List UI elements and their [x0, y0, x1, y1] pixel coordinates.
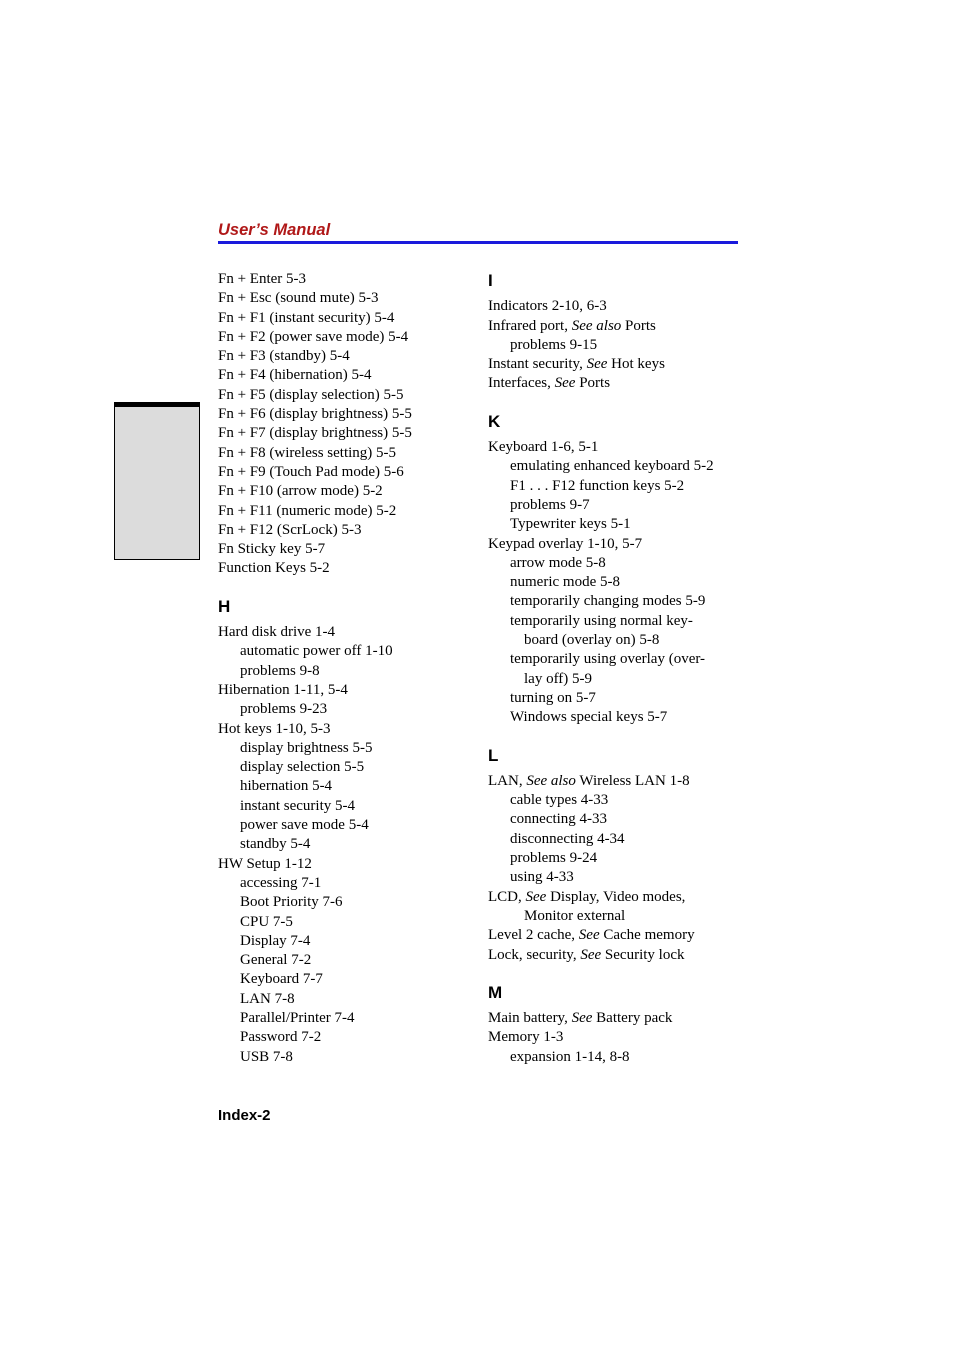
see-reference: See — [571, 1010, 593, 1027]
index-letter-heading: K — [488, 411, 501, 431]
index-entry: Keypad overlay 1-10, 5-7 — [488, 535, 643, 552]
index-subentry: using 4-33 — [510, 869, 574, 886]
index-subentry: turning on 5-7 — [510, 689, 596, 706]
index-entry — [488, 772, 758, 791]
index-subentry: power save mode 5-4 — [240, 817, 369, 834]
index-entry: HW Setup 1-12 — [218, 855, 312, 872]
see-reference: See — [586, 356, 608, 373]
entry-text-part: Interfaces, — [488, 375, 555, 392]
see-reference: See — [525, 888, 547, 905]
index-letter-heading: M — [488, 982, 503, 1002]
index-subentry: General 7-2 — [240, 952, 312, 969]
index-subentry: automatic power off 1-10 — [240, 643, 393, 660]
index-letter-heading: L — [488, 745, 499, 765]
index-subentry: CPU 7-5 — [240, 913, 293, 930]
index-letter-heading: I — [488, 271, 493, 290]
index-entry: Fn + Esc (sound mute) 5-3 — [218, 290, 379, 307]
see-reference: See also — [526, 772, 576, 789]
entry-text-part: Display, Video modes, — [546, 888, 686, 905]
index-letter-heading: H — [218, 596, 231, 616]
see-reference: See — [578, 927, 600, 944]
index-entry: Fn + F6 (display brightness) 5-5 — [218, 406, 412, 423]
index-subentry: problems 9-8 — [240, 662, 320, 679]
index-entry — [488, 926, 758, 945]
index-entry: Fn + F2 (power save mode) 5-4 — [218, 328, 409, 345]
index-entry — [488, 355, 758, 374]
index-entry: Hot keys 1-10, 5-3 — [218, 720, 331, 737]
index-subentry: Boot Priority 7-6 — [240, 894, 343, 911]
index-subentry: problems 9-24 — [510, 850, 598, 867]
index-subentry: display brightness 5-5 — [240, 739, 373, 756]
index-entry: Function Keys 5-2 — [218, 560, 330, 577]
index-subentry: temporarily using normal key- — [510, 612, 693, 629]
index-subentry: Keyboard 7-7 — [240, 971, 323, 988]
index-subentry: Password 7-2 — [240, 1029, 322, 1046]
index-subentry: board (overlay on) 5-8 — [524, 632, 660, 649]
entry-text-part: Instant security, — [488, 356, 587, 373]
index-subentry: cable types 4-33 — [510, 792, 609, 809]
index-subentry: emulating enhanced keyboard 5-2 — [510, 458, 714, 475]
index-subentry: Display 7-4 — [240, 932, 311, 949]
entry-text-part: Battery pack — [592, 1010, 673, 1027]
index-entry: Fn + F1 (instant security) 5-4 — [218, 309, 395, 326]
index-entry: Keyboard 1-6, 5-1 — [488, 439, 599, 456]
index-subentry: Parallel/Printer 7-4 — [240, 1009, 355, 1026]
index-entry: Fn + F12 (ScrLock) 5-3 — [218, 521, 362, 538]
entry-text-part: Cache memory — [599, 927, 695, 944]
index-entry: Fn + F4 (hibernation) 5-4 — [218, 367, 372, 384]
index-subentry: Monitor external — [524, 907, 626, 924]
index-subentry: Windows special keys 5-7 — [510, 709, 668, 726]
index-subentry: temporarily changing modes 5-9 — [510, 593, 706, 610]
index-subentry: instant security 5-4 — [240, 797, 355, 814]
index-entry: Indicators 2-10, 6-3 — [488, 298, 607, 315]
see-reference: See also — [571, 317, 622, 334]
index-subentry: lay off) 5-9 — [524, 670, 593, 687]
see-reference: See — [580, 946, 602, 963]
entry-text-part: LCD, — [488, 888, 526, 905]
index-subentry: F1 . . . F12 function keys 5-2 — [510, 477, 685, 494]
index-entry — [488, 888, 758, 907]
entry-text-part: Ports — [621, 317, 656, 334]
entry-text-part: LAN, — [488, 772, 527, 789]
index-subentry: problems 9-15 — [510, 336, 598, 353]
index-entry — [488, 946, 758, 965]
index-entry: Memory 1-3 — [488, 1029, 564, 1046]
header-rule — [218, 241, 738, 244]
index-entry: Fn + F7 (display brightness) 5-5 — [218, 425, 412, 442]
running-header-title: User’s Manual — [218, 221, 331, 239]
index-subentry: Typewriter keys 5-1 — [510, 516, 631, 533]
index-entry: Hibernation 1-11, 5-4 — [218, 681, 348, 698]
index-subentry: connecting 4-33 — [510, 811, 608, 828]
index-entry — [488, 317, 758, 336]
index-entry: Fn + Enter 5-3 — [218, 271, 307, 287]
index-subentry: problems 9-23 — [240, 701, 328, 718]
index-entry: Fn + F8 (wireless setting) 5-5 — [218, 444, 397, 461]
index-entry: Fn + F11 (numeric mode) 5-2 — [218, 502, 397, 519]
index-column-left — [218, 270, 488, 1067]
entry-text-part: Level 2 cache, — [488, 927, 579, 944]
index-entry: Fn + F5 (display selection) 5-5 — [218, 386, 404, 403]
index-column-right — [488, 270, 758, 1067]
index-entry: Fn Sticky key 5-7 — [218, 541, 326, 558]
index-entry — [488, 1009, 758, 1028]
index-entry — [488, 374, 758, 393]
page-number: Index-2 — [218, 1107, 271, 1124]
index-subentry: display selection 5-5 — [240, 759, 365, 776]
index-entry: Hard disk drive 1-4 — [218, 624, 336, 641]
entry-text-part: Infrared port, — [488, 317, 572, 334]
index-subentry: numeric mode 5-8 — [510, 574, 620, 591]
entry-text-part: Ports — [575, 375, 611, 392]
index-subentry: disconnecting 4-34 — [510, 830, 625, 847]
index-subentry: LAN 7-8 — [240, 990, 295, 1007]
index-entry: Fn + F9 (Touch Pad mode) 5-6 — [218, 463, 404, 480]
entry-text-part: Main battery, — [488, 1010, 572, 1027]
entry-text-part: Hot keys — [607, 356, 665, 373]
index-entry: Fn + F3 (standby) 5-4 — [218, 348, 350, 365]
index-subentry: hibernation 5-4 — [240, 778, 333, 795]
entry-text-part: Lock, security, — [488, 946, 581, 963]
index-subentry: standby 5-4 — [240, 836, 311, 853]
index-subentry: accessing 7-1 — [240, 874, 322, 891]
index-subentry: arrow mode 5-8 — [510, 554, 606, 571]
index-subentry: temporarily using overlay (over- — [510, 651, 706, 668]
entry-text-part: Wireless LAN 1-8 — [575, 772, 690, 789]
index-subentry: problems 9-7 — [510, 496, 590, 513]
index-entry: Fn + F10 (arrow mode) 5-2 — [218, 483, 383, 500]
index-subentry: USB 7-8 — [240, 1048, 293, 1065]
see-reference: See — [554, 375, 576, 392]
side-thumb-tab — [114, 402, 200, 560]
index-subentry: expansion 1-14, 8-8 — [510, 1048, 630, 1065]
entry-text-part: Security lock — [601, 946, 685, 963]
